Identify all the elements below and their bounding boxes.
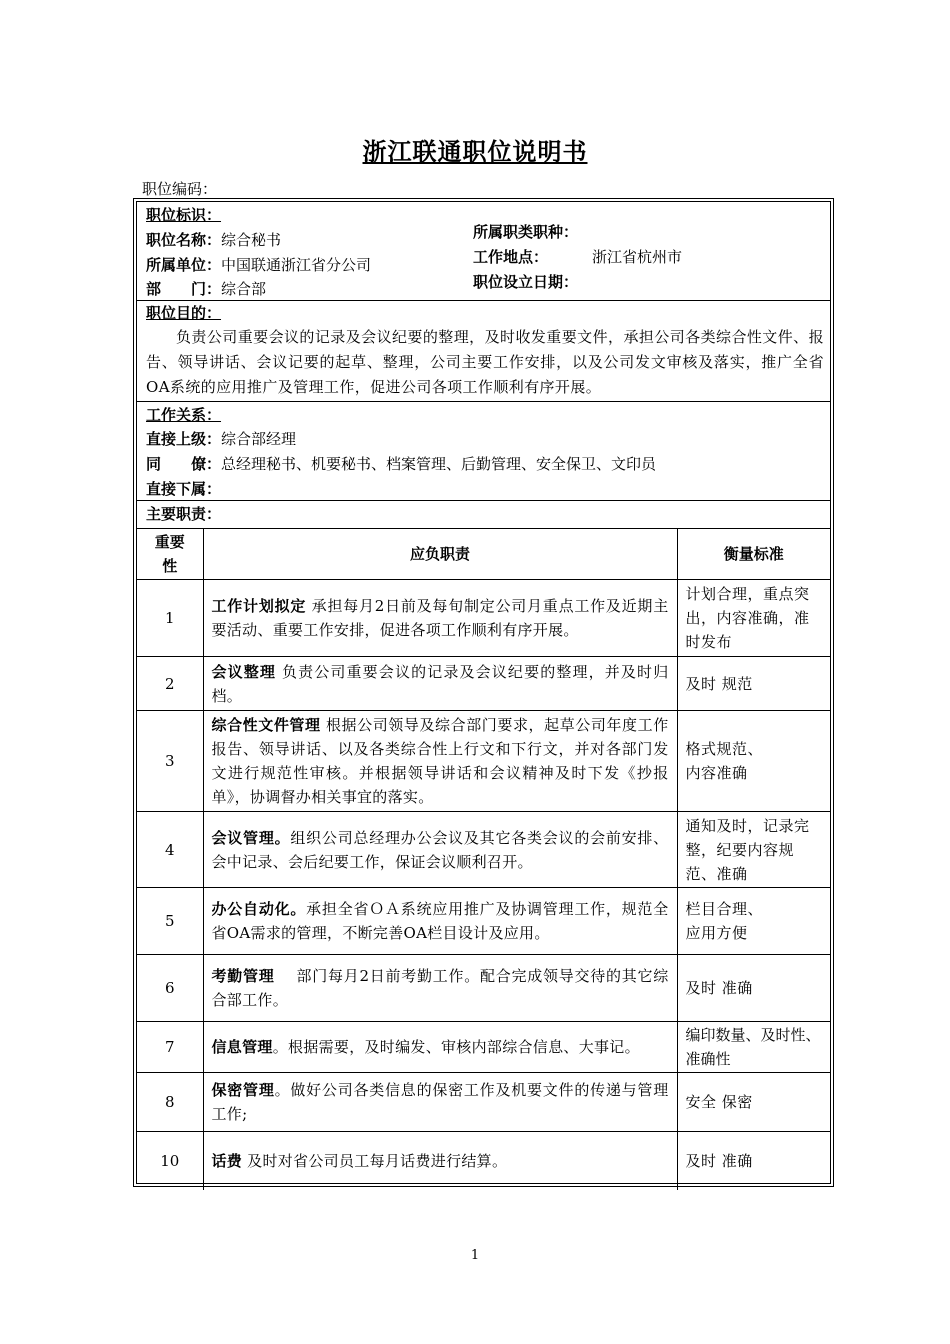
job-description-frame (133, 198, 834, 1187)
department-row (146, 279, 266, 299)
duty-text: 承担每月2日前及每旬制定公司月重点工作及近期主要活动、重要工作安排，促进各项工作顺利有序开展。 (211, 597, 669, 639)
duty-description (203, 580, 677, 657)
row-number: 1 (137, 580, 203, 657)
table-row (137, 1022, 830, 1073)
established-date-label: 职位设立日期： (473, 273, 579, 291)
duty-text: 。根据需要，及时编发、审核内部综合信息、大事记。 (272, 1038, 640, 1056)
table-row (137, 888, 830, 955)
job-description-table (136, 201, 831, 1184)
measure-standard: 栏目合理、 应用方便 (677, 888, 830, 955)
unit-label: 所属单位： (146, 256, 222, 274)
table-row (137, 1073, 830, 1132)
superior-value: 综合部经理 (221, 430, 297, 448)
duty-title: 会议整理 (211, 662, 277, 681)
row-number: 5 (137, 888, 203, 955)
table-row (137, 812, 830, 888)
document-title: 浙江联通职位说明书 (362, 138, 588, 166)
col-importance: 重要性 (137, 529, 203, 580)
relations-section (137, 402, 830, 501)
measure-standard: 通知及时，记录完整，纪要内容规范、准确 (677, 812, 830, 888)
subordinate-label: 直接下属： (146, 480, 222, 498)
duty-title: 保密管理 (211, 1081, 275, 1099)
duty-text: 承担全省ＯＡ系统应用推广及协调管理工作，规范全省OA需求的管理，不断完善OA栏目设计及应用。 (211, 900, 669, 942)
measure-standard: 安全 保密 (677, 1073, 830, 1132)
location-label: 工作地点： (473, 248, 549, 266)
category-label: 所属职类职种： (473, 223, 579, 241)
row-number: 3 (137, 711, 203, 812)
row-number: 8 (137, 1073, 203, 1132)
row-number: 7 (137, 1022, 203, 1073)
relations-heading: 工作关系： (146, 406, 222, 424)
table-row (137, 580, 830, 657)
department-label: 部 门： (146, 280, 222, 298)
table-row (137, 657, 830, 711)
table-row (137, 955, 830, 1022)
duties-table (137, 528, 830, 1190)
unit-value: 中国联通浙江省分公司 (221, 256, 372, 274)
location-value: 浙江省杭州市 (592, 248, 683, 266)
measure-standard: 格式规范、 内容准确 (677, 711, 830, 812)
duty-description (203, 1132, 677, 1190)
superior-row (146, 429, 296, 449)
position-code-label: 职位编码： (142, 180, 218, 198)
col-standard: 衡量标准 (677, 529, 830, 580)
peers-row (146, 454, 656, 474)
duty-title: 信息管理 (211, 1038, 273, 1056)
purpose-heading: 职位目的： (146, 304, 222, 322)
position-name-row (146, 230, 281, 250)
row-number: 6 (137, 955, 203, 1022)
duty-description (203, 711, 677, 812)
duty-description (203, 812, 677, 888)
duty-text: 。做好公司各类信息的保密工作及机要文件的传递与管理工作; (211, 1081, 669, 1123)
duty-text: 根据公司领导及综合部门要求，起草公司年度工作报告、领导讲话、以及各类综合性上行文和下行文，并对各部门发文进行规范性审核。并根据领导讲话和会议精神及时下发《抄报单》，协调督办相关事宜的落实。 (211, 716, 669, 806)
duty-title: 综合性文件管理 (211, 716, 321, 734)
row-number: 2 (137, 657, 203, 711)
identity-section (137, 202, 830, 301)
unit-row (146, 255, 371, 275)
superior-label: 直接上级： (146, 430, 222, 448)
duty-title: 会议管理。 (211, 828, 291, 847)
purpose-text: 负责公司重要会议的记录及会议纪要的整理，及时收发重要文件，承担公司各类综合性文件、报告、领导讲话、会议记要的起草、整理，公司主要工作安排，以及公司发文审核及落实，推广全省OA系统的应用推广及管理工作，促进公司各项工作顺利有序开展。 (146, 328, 824, 396)
duty-text: 组织公司总经理办公会议及其它各类会议的会前安排、会中记录、会后纪要工作，保证会议顺利召开。 (211, 828, 669, 871)
measure-standard: 及时 准确 (677, 1132, 830, 1190)
peers-label: 同 僚： (146, 455, 222, 473)
duties-heading-row (137, 501, 830, 528)
duties-header-row (137, 529, 830, 580)
duty-text: 及时对省公司员工每月话费进行结算。 (242, 1151, 508, 1170)
position-name-label: 职位名称： (146, 231, 222, 249)
duty-description (203, 1022, 677, 1073)
measure-standard: 及时 准确 (677, 955, 830, 1022)
col-duty: 应负职责 (203, 529, 677, 580)
row-number: 4 (137, 812, 203, 888)
row-number: 10 (137, 1132, 203, 1190)
table-row (137, 1132, 830, 1190)
position-name-value: 综合秘书 (221, 231, 282, 249)
duty-title: 话费 (211, 1151, 243, 1170)
purpose-section (137, 301, 830, 402)
duty-description (203, 955, 677, 1022)
duty-description (203, 1073, 677, 1132)
duty-description (203, 888, 677, 955)
duty-text: 部门每月2日前考勤工作。配合完成领导交待的其它综合部工作。 (211, 967, 669, 1009)
duty-description (203, 657, 677, 711)
department-value: 综合部 (221, 280, 267, 298)
measure-standard: 计划合理，重点突出，内容准确，准时发布 (677, 580, 830, 657)
measure-standard: 编印数量、及时性、准确性 (677, 1022, 830, 1073)
measure-standard: 及时 规范 (677, 657, 830, 711)
duties-heading: 主要职责： (146, 505, 222, 523)
table-row (137, 711, 830, 812)
duty-title: 考勤管理 (211, 967, 275, 985)
duty-title: 办公自动化。 (211, 900, 307, 918)
location-row (473, 247, 548, 267)
identity-heading: 职位标识： (146, 206, 222, 224)
peers-value: 总经理秘书、机要秘书、档案管理、后勤管理、安全保卫、文印员 (221, 455, 657, 473)
duty-title: 工作计划拟定 (211, 597, 307, 615)
duty-text: 负责公司重要会议的记录及会议纪要的整理，并及时归档。 (211, 662, 669, 705)
page-number: 1 (470, 1248, 480, 1263)
